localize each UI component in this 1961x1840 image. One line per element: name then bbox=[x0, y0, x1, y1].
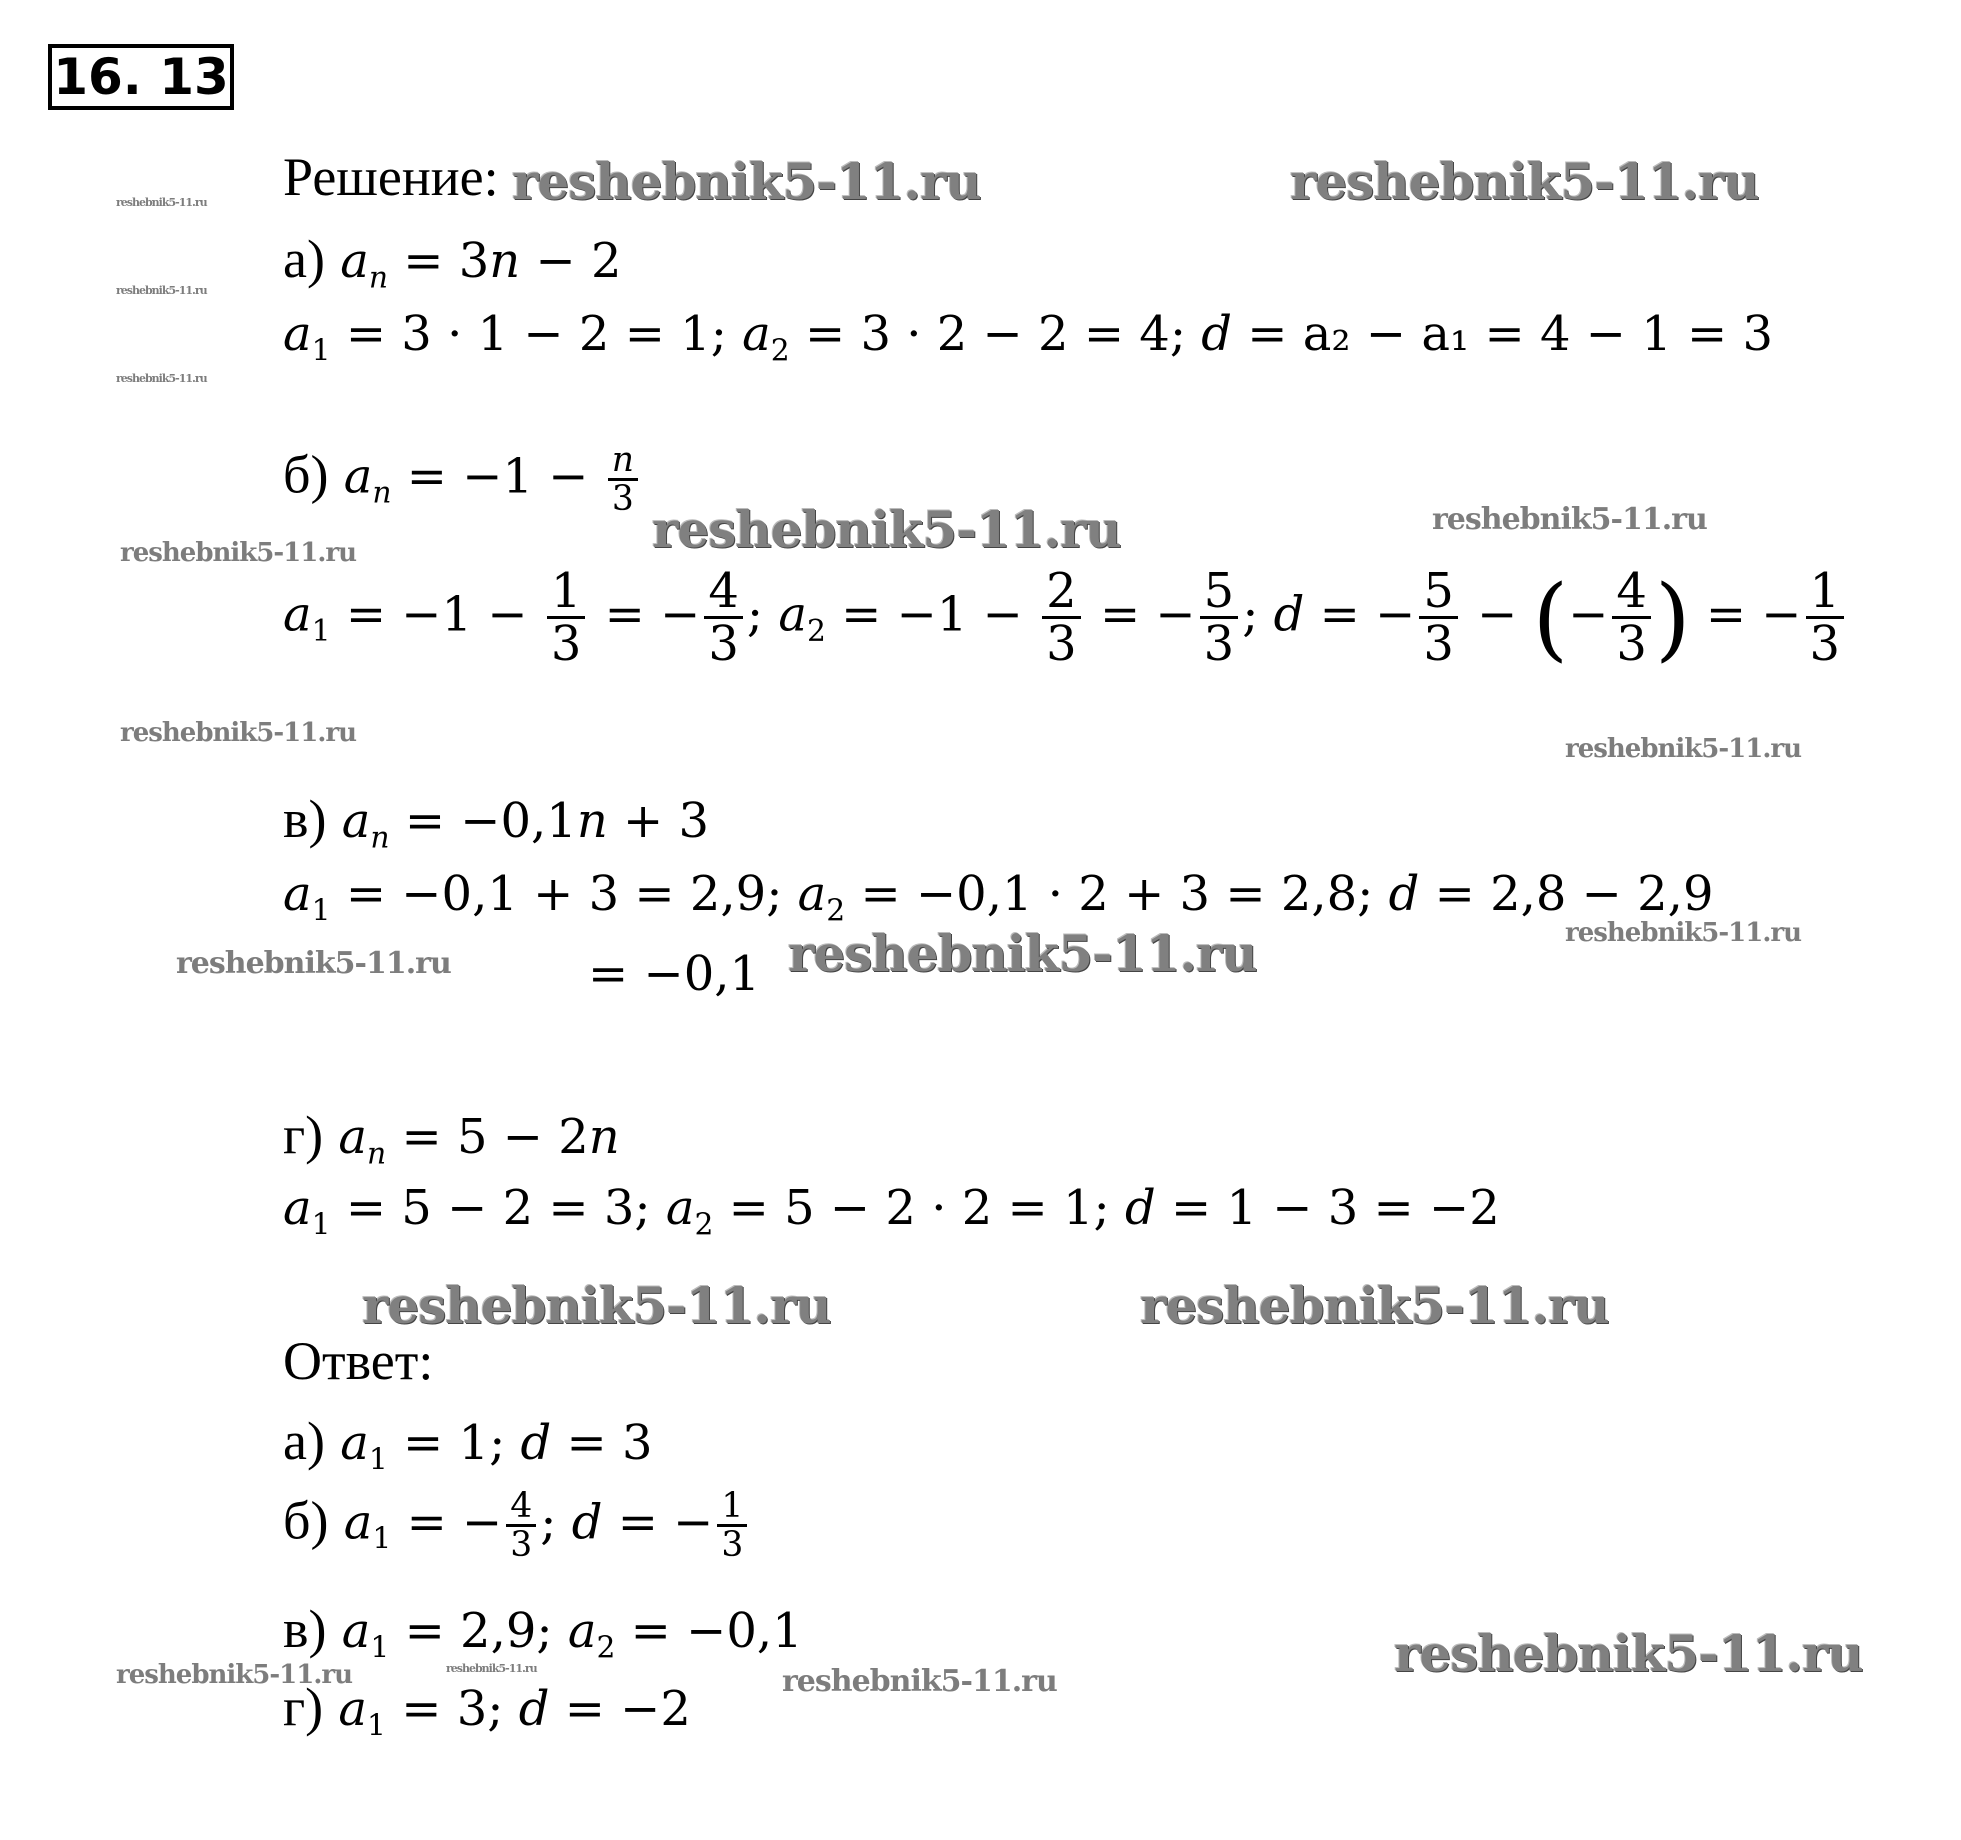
left-paren: ( bbox=[1532, 564, 1569, 672]
part-g-letter: г) bbox=[283, 1105, 324, 1165]
answer-v: в) $a_1 = 2,9$; $a_2 = -0,1$ bbox=[283, 1599, 803, 1666]
part-g-formula: г) $a_n = 5 - 2n$ bbox=[283, 1105, 620, 1172]
part-g-step: $a_1 = 5 - 2 = 3$; $a_2 = 5 - 2 \cdot 2 = 1$; d = 1 − 3 = −2 bbox=[283, 1180, 1500, 1243]
watermark: reshebnik5-11.ru bbox=[120, 538, 357, 568]
part-v-letter: в) bbox=[283, 789, 327, 849]
fraction: $\frac{5}{3}$ bbox=[1419, 566, 1458, 670]
watermark: reshebnik5-11.ru bbox=[1565, 918, 1802, 948]
fraction: $\frac{2}{3}$ bbox=[1042, 566, 1081, 670]
watermark: reshebnik5-11.ru bbox=[116, 284, 207, 297]
answer-b: б) $a_1$ = − $\frac{4}{3}$ ; d = − $\frac{1}{3}$ bbox=[283, 1488, 751, 1564]
answer-a: а) $a_1 = 1$; d = 3 bbox=[283, 1411, 653, 1478]
answer-label: Ответ: bbox=[283, 1331, 434, 1391]
fraction: $\frac{n}{3}$ bbox=[608, 442, 638, 518]
part-v-formula: в) $a_n = -0,1n + 3$ bbox=[283, 789, 710, 856]
watermark: reshebnik5-11.ru bbox=[446, 1662, 537, 1675]
part-a-formula: а) $a_n = 3n - 2$ bbox=[283, 229, 622, 296]
part-a-step: $a_1 = 3 \cdot 1 - 2 = 1$; $a_2 = 3 \cdot 2 - 2 = 4$; d = a₂ − a₁ = 4 − 1 = 3 bbox=[283, 306, 1774, 369]
watermark: reshebnik5-11.ru bbox=[1394, 1624, 1863, 1683]
watermark: reshebnik5-11.ru bbox=[512, 152, 981, 211]
answer-g: г) $a_1 = 3$; d = −2 bbox=[283, 1677, 691, 1744]
watermark: reshebnik5-11.ru bbox=[116, 372, 207, 385]
watermark: reshebnik5-11.ru bbox=[116, 196, 207, 209]
fraction: $\frac{4}{3}$ bbox=[506, 1488, 536, 1564]
fraction: $\frac{1}{3}$ bbox=[1806, 566, 1845, 670]
problem-number: 16. 13 bbox=[48, 44, 234, 110]
part-b-letter: б) bbox=[283, 444, 329, 505]
part-b-step: $a_1 = -1$ − $\frac{1}{3}$ = − $\frac{4}{3}$ ; $a_2 = -1$ − $\frac{2}{3}$ = − $\frac{5}{3}$ ; d = − $\frac{5}{3}$ − (− $\frac{4}{3}$ ) = − $\frac{1}{3}$ bbox=[283, 566, 1848, 670]
part-a-letter: а) bbox=[283, 229, 325, 289]
part-b-formula: б) $a_n = -1$ − $\frac{n}{3}$ bbox=[283, 442, 642, 518]
fraction: $\frac{4}{3}$ bbox=[1612, 566, 1651, 670]
watermark: reshebnik5-11.ru bbox=[1565, 734, 1802, 764]
watermark: reshebnik5-11.ru bbox=[1290, 152, 1759, 211]
fraction: $\frac{1}{3}$ bbox=[547, 566, 586, 670]
watermark: reshebnik5-11.ru bbox=[788, 924, 1257, 983]
watermark: reshebnik5-11.ru bbox=[782, 1664, 1057, 1699]
part-v-step-cont: = −0,1 bbox=[588, 946, 761, 1002]
watermark: reshebnik5-11.ru bbox=[362, 1276, 831, 1335]
watermark: reshebnik5-11.ru bbox=[120, 718, 357, 748]
watermark: reshebnik5-11.ru bbox=[652, 500, 1121, 559]
fraction: $\frac{1}{3}$ bbox=[717, 1488, 747, 1564]
watermark: reshebnik5-11.ru bbox=[1140, 1276, 1609, 1335]
watermark: reshebnik5-11.ru bbox=[116, 1660, 353, 1690]
fraction: $\frac{4}{3}$ bbox=[704, 566, 743, 670]
right-paren: ) bbox=[1654, 564, 1691, 672]
solution-label: Решение: bbox=[283, 147, 499, 207]
fraction: $\frac{5}{3}$ bbox=[1200, 566, 1239, 670]
part-v-step: $a_1 = -0,1 + 3 = 2,9$; $a_2 = -0,1 \cdot 2 + 3 = 2,8$; d = 2,8 − 2,9 bbox=[283, 866, 1714, 929]
watermark: reshebnik5-11.ru bbox=[176, 946, 451, 981]
watermark: reshebnik5-11.ru bbox=[1432, 502, 1707, 537]
